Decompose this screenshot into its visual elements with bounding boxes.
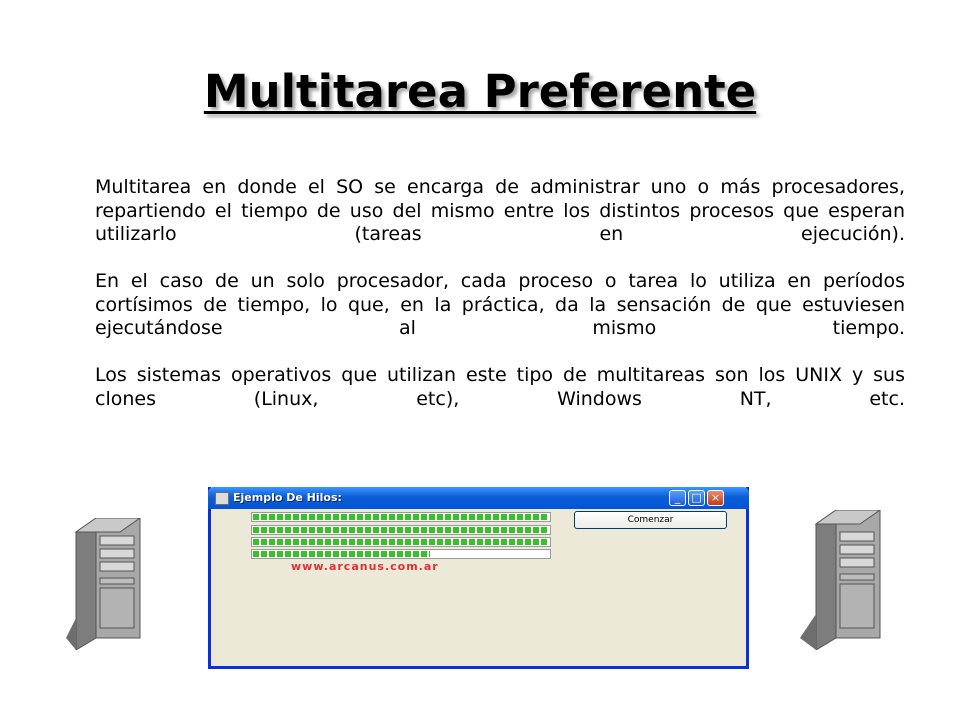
window-icon <box>215 492 229 505</box>
demo-window <box>208 487 749 669</box>
url-text: www.arcanus.com.ar <box>291 560 439 573</box>
comenzar-button[interactable]: Comenzar <box>574 511 727 529</box>
progress-bar-4 <box>251 549 551 559</box>
paragraph-1: Multitarea en donde el SO se encarga de administrar uno o más procesadores, repartiendo el tiempo de uso del mismo entre los distintos procesos que esperan utilizarlo (tareas en ejecución). <box>95 176 905 245</box>
server-right-icon <box>800 510 884 650</box>
paragraph-3: Los sistemas operativos que utilizan este tipo de multitareas son los UNIX y sus clones (Linux, etc), Windows NT, etc. <box>95 364 905 410</box>
window-title: Ejemplo De Hilos: <box>233 491 342 504</box>
body-text <box>95 176 905 435</box>
paragraph-2: En el caso de un solo procesador, cada proceso o tarea lo utiliza en períodos cortísimos de tiempo, lo que, en la práctica, da la sensación de que estuviesen ejecutándose al mismo tiempo. <box>95 270 905 339</box>
close-icon[interactable]: × <box>707 490 724 506</box>
progress-bar-1 <box>251 512 551 522</box>
progress-bar-3 <box>251 537 551 547</box>
maximize-icon[interactable]: □ <box>688 490 705 506</box>
server-left-icon <box>66 518 146 650</box>
progress-bar-2 <box>251 525 551 535</box>
minimize-icon[interactable]: _ <box>669 490 686 506</box>
window-titlebar <box>208 487 749 509</box>
slide-title: Multitarea Preferente <box>203 65 757 118</box>
